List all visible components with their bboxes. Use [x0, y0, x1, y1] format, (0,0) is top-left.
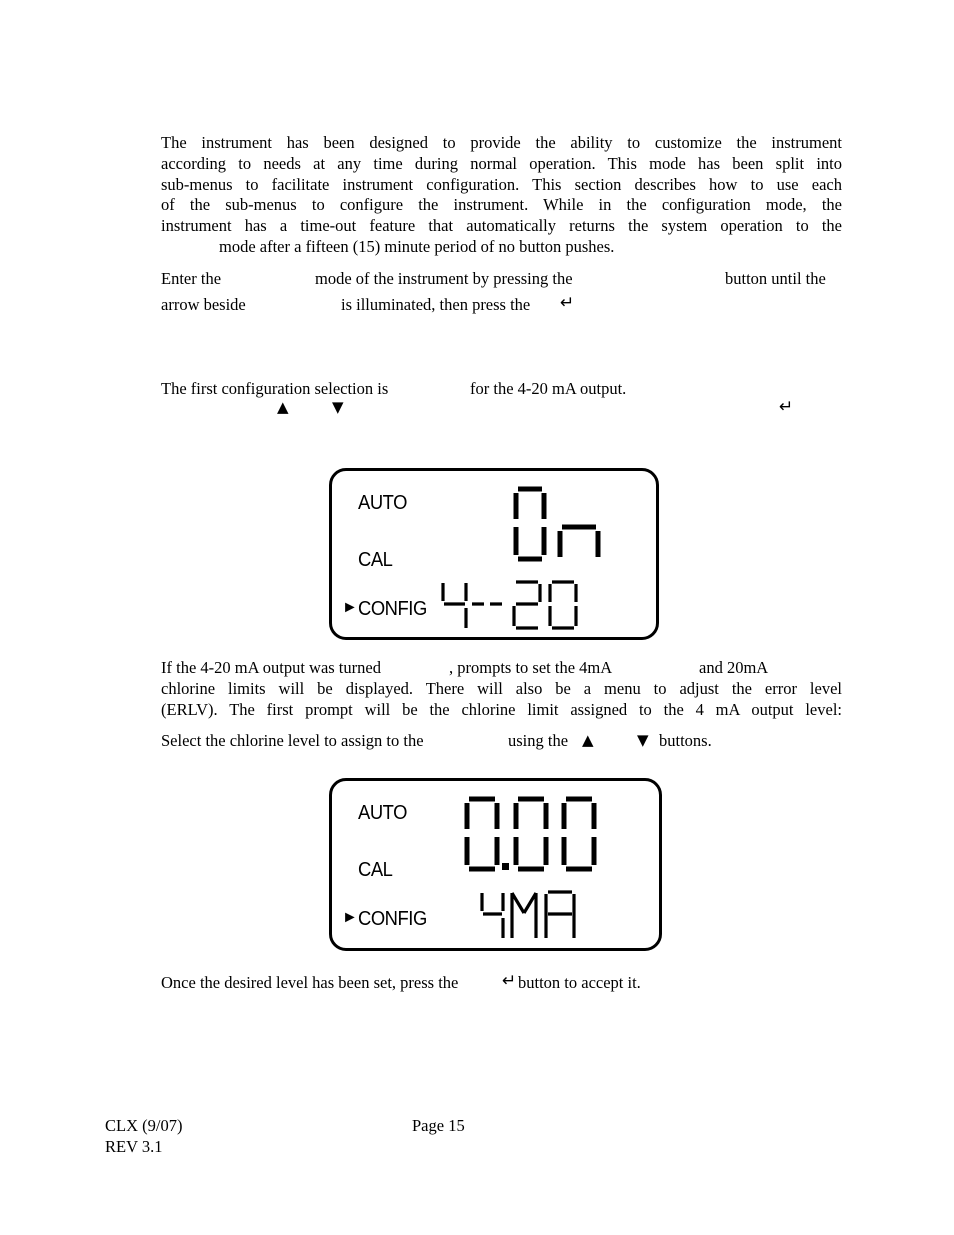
digit-0-c — [564, 799, 594, 869]
footer-page-number: Page 15 — [412, 1116, 465, 1135]
intro-line-5: instrument has a time-out feature that automatically returns the system operation to the — [161, 216, 842, 236]
digit-m — [512, 893, 536, 938]
up-arrow-icon: ▲ — [277, 398, 289, 416]
up-arrow-icon: ▲ — [582, 731, 594, 749]
select-text-b: using the — [508, 731, 569, 750]
lcd-pointer-icon: ► — [342, 599, 358, 616]
turned-line-3: (ERLV). The first prompt will be the chlorine limit assigned to the 4 mA output level: — [161, 699, 842, 719]
lcd-config-label: CONFIG — [358, 598, 427, 620]
lcd-auto-label: AUTO — [358, 802, 407, 824]
lcd-cal-label: CAL — [358, 859, 393, 881]
enter-text-d: arrow beside — [161, 295, 246, 314]
lcd-pointer-icon: ► — [342, 909, 358, 926]
intro-line-6: mode after a fifteen (15) minute period of no button pushes. — [219, 236, 615, 256]
turned-text-b: , prompts to set the 4mA — [449, 658, 613, 677]
footer-doc-id: CLX (9/07) — [105, 1116, 183, 1135]
turned-text-c: and 20mA — [699, 658, 769, 677]
digit-2 — [514, 582, 540, 628]
enter-text-a: Enter the — [161, 269, 222, 288]
intro-paragraph — [161, 133, 842, 258]
lcd-display-4ma — [329, 778, 662, 951]
lcd-segment-digits — [332, 781, 659, 948]
enter-text-e: is illuminated, then press the — [341, 295, 531, 314]
down-arrow-icon: ▼ — [332, 398, 344, 416]
intro-line-2: according to needs at any time during normal operation. This mode has been split into — [161, 153, 842, 173]
digit-0 — [550, 582, 576, 628]
digit-a — [546, 892, 574, 938]
footer-revision: REV 3.1 — [105, 1137, 163, 1156]
enter-key-icon: ↵ — [560, 293, 575, 313]
digit-0-a — [467, 799, 497, 869]
digit-o — [516, 489, 544, 559]
turned-paragraph — [161, 679, 842, 721]
down-arrow-icon: ▼ — [637, 731, 649, 749]
select-text-a: Select the chlorine level to assign to the — [161, 731, 424, 750]
enter-text-b: mode of the instrument by pressing the — [315, 269, 573, 288]
lcd-cal-label: CAL — [358, 549, 393, 571]
intro-line-4: of the sub-menus to configure the instrument. While in the configuration mode, the — [161, 195, 842, 215]
enter-text-c: button until the — [725, 269, 826, 288]
turned-text-a: If the 4-20 mA output was turned — [161, 658, 381, 677]
first-text-a: The first configuration selection is — [161, 379, 389, 398]
turned-line-2: chlorine limits will be displayed. There will also be a menu to adjust the error level — [161, 679, 842, 698]
lcd-config-label: CONFIG — [358, 908, 427, 930]
digit-4 — [443, 583, 466, 628]
decimal-point — [502, 863, 509, 870]
first-text-b: for the 4-20 mA output. — [470, 379, 627, 398]
digit-0-b — [516, 799, 546, 869]
lcd-display-on — [329, 468, 659, 640]
select-text-c: buttons. — [659, 731, 712, 750]
once-text-b: button to accept it. — [518, 973, 641, 992]
intro-line-1: The instrument has been designed to provide the ability to customize the instrument — [161, 133, 842, 152]
lcd-auto-label: AUTO — [358, 492, 407, 514]
digit-n — [560, 527, 598, 557]
intro-line-3: sub-menus to facilitate instrument configuration. This section describes how to use each — [161, 174, 842, 194]
lcd-segment-digits — [332, 471, 656, 637]
once-text-a: Once the desired level has been set, press the — [161, 973, 459, 992]
enter-key-icon: ↵ — [502, 971, 517, 991]
digit-4 — [482, 893, 503, 938]
enter-key-icon: ↵ — [779, 397, 794, 417]
